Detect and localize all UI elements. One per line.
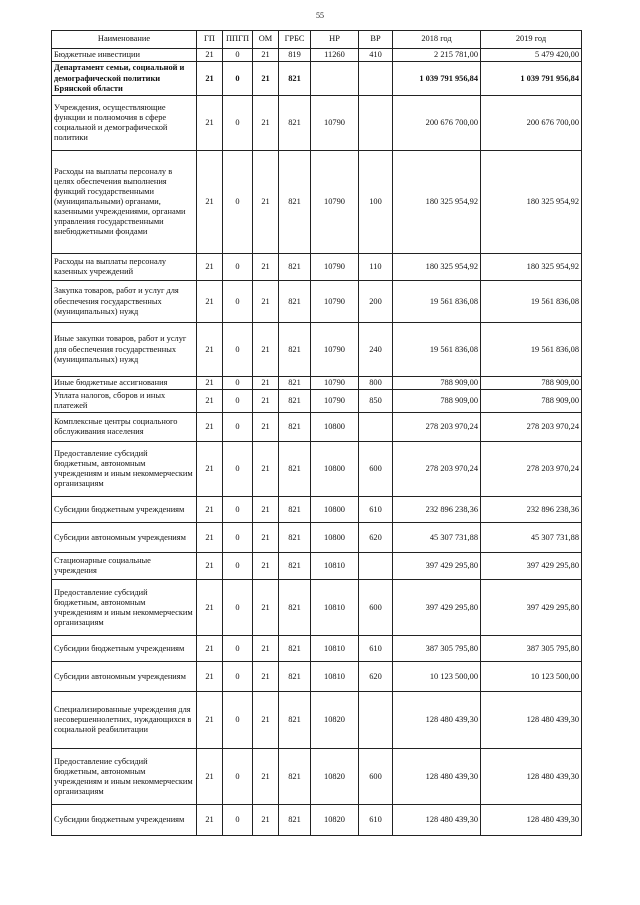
header-gp: ГП: [197, 31, 223, 49]
cell-y2019: 180 325 954,92: [481, 254, 582, 281]
cell-gp: 21: [197, 523, 223, 553]
cell-gp: 21: [197, 553, 223, 580]
cell-y2018: 2 215 781,00: [393, 49, 481, 62]
cell-om: 21: [253, 805, 279, 836]
cell-gp: 21: [197, 62, 223, 96]
cell-ppgp: 0: [223, 805, 253, 836]
cell-grbs: 821: [279, 442, 311, 497]
table-row: [52, 413, 582, 442]
cell-om: 21: [253, 692, 279, 749]
cell-vr: 620: [359, 523, 393, 553]
cell-gp: 21: [197, 377, 223, 390]
cell-name: Департамент семьи, социальной и демографической политики Брянской области: [52, 62, 197, 96]
cell-nr: 10820: [311, 692, 359, 749]
cell-ppgp: 0: [223, 442, 253, 497]
cell-nr: [311, 62, 359, 96]
cell-om: 21: [253, 62, 279, 96]
cell-y2019: 180 325 954,92: [481, 151, 582, 254]
cell-grbs: 821: [279, 323, 311, 377]
cell-name: Субсидии бюджетным учреждениям: [52, 805, 197, 836]
cell-nr: 10790: [311, 96, 359, 151]
cell-y2019: 278 203 970,24: [481, 442, 582, 497]
cell-y2019: 788 909,00: [481, 377, 582, 390]
table-row: [52, 49, 582, 62]
cell-vr: [359, 96, 393, 151]
cell-nr: 10810: [311, 662, 359, 692]
cell-y2018: 128 480 439,30: [393, 805, 481, 836]
cell-ppgp: 0: [223, 662, 253, 692]
cell-gp: 21: [197, 749, 223, 805]
cell-om: 21: [253, 749, 279, 805]
cell-vr: 410: [359, 49, 393, 62]
cell-gp: 21: [197, 662, 223, 692]
cell-nr: 10800: [311, 442, 359, 497]
cell-name: Закупка товаров, работ и услуг для обеспечения государственных (муниципальных) нужд: [52, 281, 197, 323]
cell-grbs: 821: [279, 497, 311, 523]
cell-gp: 21: [197, 580, 223, 636]
cell-vr: 600: [359, 442, 393, 497]
cell-nr: 10790: [311, 377, 359, 390]
cell-ppgp: 0: [223, 497, 253, 523]
cell-om: 21: [253, 151, 279, 254]
cell-vr: 610: [359, 805, 393, 836]
cell-grbs: 821: [279, 692, 311, 749]
cell-name: Субсидии бюджетным учреждениям: [52, 636, 197, 662]
cell-om: 21: [253, 254, 279, 281]
cell-y2019: 397 429 295,80: [481, 580, 582, 636]
cell-grbs: 821: [279, 254, 311, 281]
cell-y2018: 1 039 791 956,84: [393, 62, 481, 96]
cell-gp: 21: [197, 442, 223, 497]
cell-y2018: 200 676 700,00: [393, 96, 481, 151]
cell-nr: 10810: [311, 553, 359, 580]
cell-vr: [359, 553, 393, 580]
cell-om: 21: [253, 523, 279, 553]
cell-y2019: 278 203 970,24: [481, 413, 582, 442]
cell-y2018: 10 123 500,00: [393, 662, 481, 692]
cell-ppgp: 0: [223, 636, 253, 662]
cell-grbs: 821: [279, 96, 311, 151]
cell-name: Расходы на выплаты персоналу казенных учреждений: [52, 254, 197, 281]
cell-y2018: 180 325 954,92: [393, 254, 481, 281]
cell-ppgp: 0: [223, 377, 253, 390]
cell-om: 21: [253, 49, 279, 62]
cell-gp: 21: [197, 413, 223, 442]
cell-gp: 21: [197, 151, 223, 254]
cell-vr: 100: [359, 151, 393, 254]
cell-nr: 10820: [311, 749, 359, 805]
cell-name: Иные закупки товаров, работ и услуг для обеспечения государственных (муниципальных) нужд: [52, 323, 197, 377]
cell-y2019: 788 909,00: [481, 390, 582, 413]
cell-y2018: 397 429 295,80: [393, 553, 481, 580]
cell-gp: 21: [197, 390, 223, 413]
cell-om: 21: [253, 636, 279, 662]
table-row: [52, 442, 582, 497]
cell-grbs: 821: [279, 62, 311, 96]
page-number: 55: [316, 11, 324, 20]
cell-name: Бюджетные инвестиции: [52, 49, 197, 62]
cell-y2018: 387 305 795,80: [393, 636, 481, 662]
table-row: [52, 662, 582, 692]
cell-grbs: 821: [279, 805, 311, 836]
cell-grbs: 821: [279, 523, 311, 553]
cell-name: Субсидии автономным учреждениям: [52, 523, 197, 553]
cell-name: Расходы на выплаты персоналу в целях обеспечения выполнения функций государственными (муниципальными) органами, казенными учреждениями, органами управления государственными внебюджетными фондами: [52, 151, 197, 254]
cell-nr: 10790: [311, 151, 359, 254]
header-om: ОМ: [253, 31, 279, 49]
cell-y2019: 128 480 439,30: [481, 749, 582, 805]
cell-y2019: 232 896 238,36: [481, 497, 582, 523]
cell-nr: 10790: [311, 254, 359, 281]
cell-y2018: 788 909,00: [393, 377, 481, 390]
table-row: [52, 636, 582, 662]
cell-gp: 21: [197, 497, 223, 523]
header-vr: ВР: [359, 31, 393, 49]
cell-gp: 21: [197, 805, 223, 836]
cell-vr: [359, 62, 393, 96]
table-row: [52, 254, 582, 281]
table-row: [52, 805, 582, 836]
table-row: [52, 151, 582, 254]
table-header-row: [52, 31, 582, 49]
table-row: [52, 553, 582, 580]
cell-y2018: 19 561 836,08: [393, 281, 481, 323]
cell-ppgp: 0: [223, 96, 253, 151]
cell-om: 21: [253, 323, 279, 377]
cell-om: 21: [253, 662, 279, 692]
cell-gp: 21: [197, 49, 223, 62]
cell-y2018: 45 307 731,88: [393, 523, 481, 553]
cell-name: Субсидии автономным учреждениям: [52, 662, 197, 692]
cell-ppgp: 0: [223, 692, 253, 749]
cell-nr: 10790: [311, 390, 359, 413]
cell-y2019: 1 039 791 956,84: [481, 62, 582, 96]
cell-vr: 600: [359, 749, 393, 805]
cell-ppgp: 0: [223, 580, 253, 636]
cell-gp: 21: [197, 692, 223, 749]
cell-om: 21: [253, 497, 279, 523]
cell-y2019: 128 480 439,30: [481, 692, 582, 749]
cell-ppgp: 0: [223, 749, 253, 805]
cell-grbs: 821: [279, 553, 311, 580]
header-2018: 2018 год: [393, 31, 481, 49]
header-ppgp: ППГП: [223, 31, 253, 49]
table-row: [52, 692, 582, 749]
cell-gp: 21: [197, 254, 223, 281]
table-row: [52, 377, 582, 390]
cell-grbs: 819: [279, 49, 311, 62]
cell-ppgp: 0: [223, 49, 253, 62]
budget-table: [51, 30, 582, 836]
header-grbs: ГРБС: [279, 31, 311, 49]
table-row: [52, 390, 582, 413]
cell-grbs: 821: [279, 662, 311, 692]
table-row: [52, 749, 582, 805]
cell-y2019: 128 480 439,30: [481, 805, 582, 836]
cell-grbs: 821: [279, 281, 311, 323]
cell-om: 21: [253, 553, 279, 580]
cell-vr: 600: [359, 580, 393, 636]
cell-vr: 620: [359, 662, 393, 692]
table-row: [52, 497, 582, 523]
cell-y2019: 19 561 836,08: [481, 323, 582, 377]
cell-grbs: 821: [279, 749, 311, 805]
cell-gp: 21: [197, 281, 223, 323]
cell-nr: 10790: [311, 281, 359, 323]
cell-y2018: 397 429 295,80: [393, 580, 481, 636]
cell-ppgp: 0: [223, 281, 253, 323]
cell-ppgp: 0: [223, 523, 253, 553]
cell-vr: [359, 413, 393, 442]
cell-name: Предоставление субсидий бюджетным, автономным учреждениям и иным некоммерческим организациям: [52, 580, 197, 636]
cell-ppgp: 0: [223, 413, 253, 442]
cell-y2018: 788 909,00: [393, 390, 481, 413]
cell-grbs: 821: [279, 580, 311, 636]
table-row: [52, 62, 582, 96]
cell-y2018: 278 203 970,24: [393, 413, 481, 442]
cell-nr: 10820: [311, 805, 359, 836]
cell-grbs: 821: [279, 390, 311, 413]
cell-y2018: 128 480 439,30: [393, 749, 481, 805]
cell-gp: 21: [197, 323, 223, 377]
cell-ppgp: 0: [223, 62, 253, 96]
cell-ppgp: 0: [223, 323, 253, 377]
cell-grbs: 821: [279, 636, 311, 662]
header-nr: НР: [311, 31, 359, 49]
table-row: [52, 580, 582, 636]
cell-gp: 21: [197, 96, 223, 151]
cell-y2019: 387 305 795,80: [481, 636, 582, 662]
cell-y2018: 180 325 954,92: [393, 151, 481, 254]
cell-grbs: 821: [279, 151, 311, 254]
cell-y2019: 200 676 700,00: [481, 96, 582, 151]
cell-name: Специализированные учреждения для несовершеннолетних, нуждающихся в социальной реабилитации: [52, 692, 197, 749]
cell-vr: 800: [359, 377, 393, 390]
cell-y2019: 19 561 836,08: [481, 281, 582, 323]
cell-ppgp: 0: [223, 553, 253, 580]
cell-name: Иные бюджетные ассигнования: [52, 377, 197, 390]
cell-grbs: 821: [279, 413, 311, 442]
cell-name: Учреждения, осуществляющие функции и полномочия в сфере социальной и демографической политики: [52, 96, 197, 151]
cell-om: 21: [253, 413, 279, 442]
cell-vr: 850: [359, 390, 393, 413]
cell-y2018: 278 203 970,24: [393, 442, 481, 497]
cell-name: Комплексные центры социального обслуживания населения: [52, 413, 197, 442]
cell-nr: 10800: [311, 497, 359, 523]
cell-y2019: 397 429 295,80: [481, 553, 582, 580]
cell-nr: 10810: [311, 636, 359, 662]
table-row: [52, 281, 582, 323]
header-name: Наименование: [52, 31, 197, 49]
cell-om: 21: [253, 580, 279, 636]
cell-vr: [359, 692, 393, 749]
cell-nr: 11260: [311, 49, 359, 62]
cell-y2018: 19 561 836,08: [393, 323, 481, 377]
table-row: [52, 323, 582, 377]
cell-ppgp: 0: [223, 254, 253, 281]
cell-om: 21: [253, 96, 279, 151]
cell-om: 21: [253, 442, 279, 497]
table-row: [52, 523, 582, 553]
cell-ppgp: 0: [223, 390, 253, 413]
cell-vr: 610: [359, 497, 393, 523]
cell-name: Предоставление субсидий бюджетным, автономным учреждениям и иным некоммерческим организациям: [52, 442, 197, 497]
header-2019: 2019 год: [481, 31, 582, 49]
cell-gp: 21: [197, 636, 223, 662]
cell-y2019: 10 123 500,00: [481, 662, 582, 692]
cell-vr: 110: [359, 254, 393, 281]
cell-ppgp: 0: [223, 151, 253, 254]
cell-y2018: 128 480 439,30: [393, 692, 481, 749]
cell-grbs: 821: [279, 377, 311, 390]
cell-vr: 240: [359, 323, 393, 377]
cell-nr: 10800: [311, 413, 359, 442]
cell-vr: 200: [359, 281, 393, 323]
cell-y2019: 5 479 420,00: [481, 49, 582, 62]
cell-name: Уплата налогов, сборов и иных платежей: [52, 390, 197, 413]
cell-vr: 610: [359, 636, 393, 662]
cell-name: Стационарные социальные учреждения: [52, 553, 197, 580]
cell-nr: 10800: [311, 523, 359, 553]
cell-name: Субсидии бюджетным учреждениям: [52, 497, 197, 523]
cell-y2018: 232 896 238,36: [393, 497, 481, 523]
cell-nr: 10790: [311, 323, 359, 377]
cell-nr: 10810: [311, 580, 359, 636]
cell-name: Предоставление субсидий бюджетным, автономным учреждениям и иным некоммерческим организациям: [52, 749, 197, 805]
table-row: [52, 96, 582, 151]
cell-om: 21: [253, 281, 279, 323]
cell-y2019: 45 307 731,88: [481, 523, 582, 553]
cell-om: 21: [253, 390, 279, 413]
cell-om: 21: [253, 377, 279, 390]
